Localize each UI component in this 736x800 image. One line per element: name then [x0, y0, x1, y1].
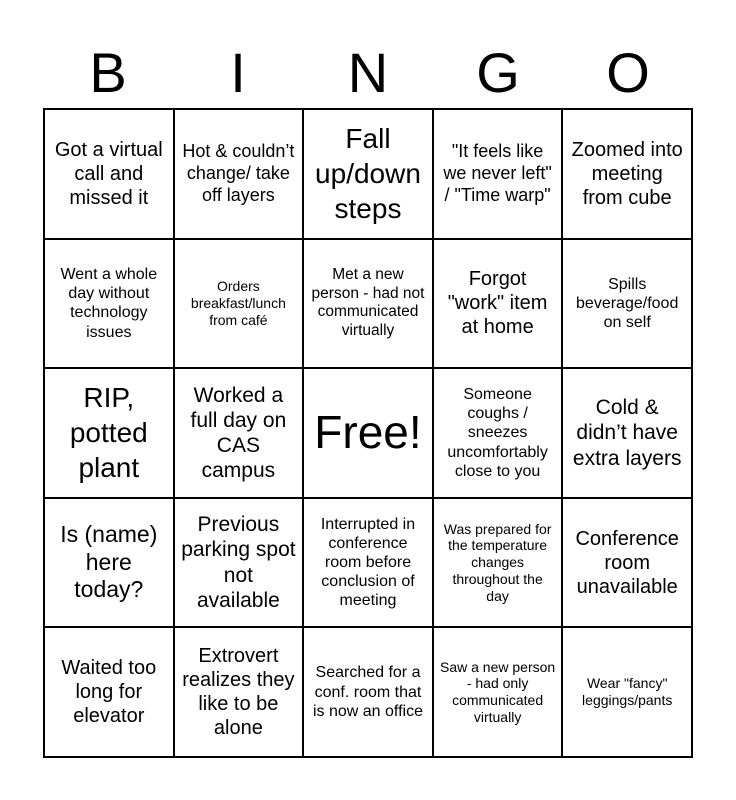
bingo-cell[interactable]: Fall up/down steps: [303, 109, 433, 239]
bingo-cell[interactable]: Spills beverage/food on self: [562, 239, 692, 369]
bingo-grid: [43, 108, 693, 758]
bingo-cell[interactable]: Forgot "work" item at home: [433, 239, 563, 369]
bingo-cell[interactable]: RIP, potted plant: [44, 368, 174, 498]
bingo-cell[interactable]: Got a virtual call and missed it: [44, 109, 174, 239]
bingo-cell[interactable]: "It feels like we never left" / "Time warp": [433, 109, 563, 239]
header-letter-g: G: [476, 41, 520, 104]
bingo-cell[interactable]: Saw a new person - had only communicated virtually: [433, 627, 563, 757]
bingo-cell[interactable]: Hot & couldn’t change/ take off layers: [174, 109, 304, 239]
bingo-cell[interactable]: Cold & didn’t have extra layers: [562, 368, 692, 498]
bingo-cell[interactable]: Was prepared for the temperature changes throughout the day: [433, 498, 563, 628]
bingo-cell[interactable]: Is (name) here today?: [44, 498, 174, 628]
bingo-cell[interactable]: Zoomed into meeting from cube: [562, 109, 692, 239]
bingo-cell-free[interactable]: Free!: [303, 368, 433, 498]
bingo-cell[interactable]: Waited too long for elevator: [44, 627, 174, 757]
bingo-cell[interactable]: Extrovert realizes they like to be alone: [174, 627, 304, 757]
bingo-header: [43, 40, 693, 106]
bingo-cell[interactable]: Went a whole day without technology issues: [44, 239, 174, 369]
bingo-cell[interactable]: Conference room unavailable: [562, 498, 692, 628]
bingo-cell[interactable]: Wear "fancy" leggings/pants: [562, 627, 692, 757]
header-letter-o: O: [606, 41, 650, 104]
bingo-cell[interactable]: Searched for a conf. room that is now an office: [303, 627, 433, 757]
header-letter-b: B: [89, 41, 127, 104]
bingo-cell[interactable]: Met a new person - had not communicated virtually: [303, 239, 433, 369]
bingo-cell[interactable]: Someone coughs / sneezes uncomfortably close to you: [433, 368, 563, 498]
bingo-cell[interactable]: Interrupted in conference room before conclusion of meeting: [303, 498, 433, 628]
header-letter-n: N: [347, 41, 389, 104]
bingo-cell[interactable]: Worked a full day on CAS campus: [174, 368, 304, 498]
header-letter-i: I: [230, 41, 246, 104]
bingo-cell[interactable]: Orders breakfast/lunch from café: [174, 239, 304, 369]
bingo-cell[interactable]: Previous parking spot not available: [174, 498, 304, 628]
